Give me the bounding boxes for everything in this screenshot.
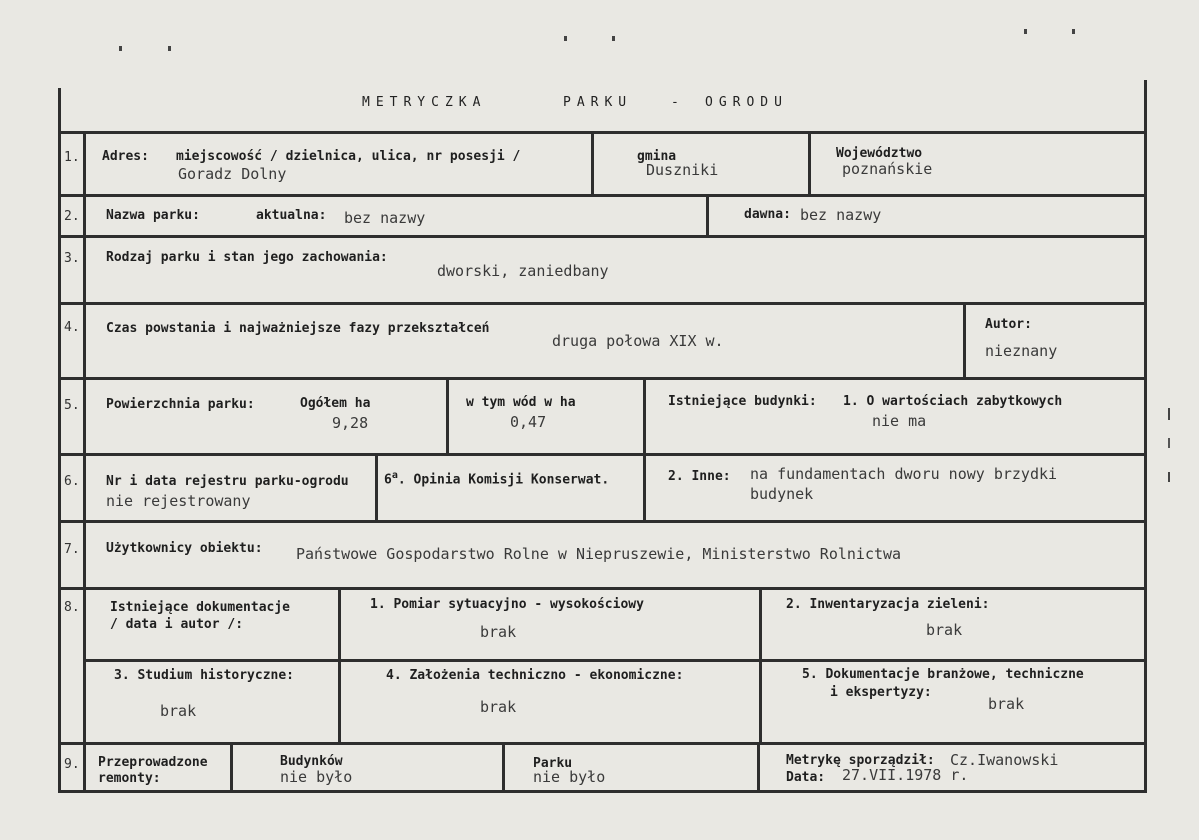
- row-number: 4.: [64, 320, 80, 335]
- current-name-value: bez nazwy: [344, 209, 426, 227]
- technical-assumptions-value: brak: [480, 698, 517, 716]
- staple-mark: [1072, 29, 1075, 34]
- opinion-text: . Opinia Komisji Konserwat.: [397, 472, 610, 488]
- address-value: Goradz Dolny: [178, 165, 287, 183]
- park-repairs-value: nie było: [533, 768, 606, 786]
- row-number: 9.: [64, 757, 80, 772]
- other-buildings-value-cont: budynek: [750, 485, 814, 503]
- row-number: 6.: [64, 474, 80, 489]
- users-value: Państwowe Gospodarstwo Rolne w Niepruszewie, Ministerstwo Rolnictwa: [296, 545, 902, 563]
- historical-study-value: brak: [160, 702, 197, 720]
- prepared-by-value: Cz.Iwanowski: [950, 751, 1059, 769]
- title-dash: -: [671, 95, 685, 110]
- author-value: nieznany: [985, 342, 1058, 360]
- industry-docs-label-cont: i ekspertyzy:: [830, 685, 932, 700]
- title-word: METRYCZKA: [362, 95, 487, 110]
- creation-time-label: Czas powstania i najważniejsze fazy przekształceń: [106, 321, 490, 336]
- voivodeship-label: Województwo: [836, 146, 923, 161]
- area-label: Powierzchnia parku:: [106, 397, 255, 412]
- industry-docs-value: brak: [988, 695, 1025, 713]
- staple-mark: [564, 36, 567, 41]
- voivodeship-value: poznańskie: [842, 160, 933, 178]
- park-repairs-label: Parku: [533, 756, 573, 771]
- date-label: Data:: [786, 770, 826, 785]
- row-number: 2.: [64, 209, 80, 224]
- building-repairs-value: nie było: [280, 768, 353, 786]
- margin-mark: [1168, 472, 1170, 482]
- date-value: 27.VII.1978 r.: [842, 766, 969, 784]
- park-type-label: Rodzaj parku i stan jego zachowania:: [106, 250, 388, 265]
- greenery-inventory-value: brak: [926, 621, 963, 639]
- documentation-label-cont: / data i autor /:: [110, 617, 244, 632]
- water-area-value: 0,47: [510, 413, 547, 431]
- greenery-inventory-label: 2. Inwentaryzacja zieleni:: [786, 597, 990, 612]
- survey-value: brak: [480, 623, 517, 641]
- row-number: 8.: [64, 600, 80, 615]
- margin-mark: [1168, 408, 1170, 420]
- park-name-label: Nazwa parku:: [106, 208, 200, 223]
- opinion-superscript: a: [391, 470, 398, 481]
- documentation-label: Istniejące dokumentacje: [110, 600, 291, 615]
- gmina-label: gmina: [637, 149, 677, 164]
- historic-buildings-value: nie ma: [872, 412, 927, 430]
- gmina-value: Duszniki: [646, 161, 719, 179]
- margin-mark: [1168, 438, 1170, 448]
- historical-study-label: 3. Studium historyczne:: [114, 668, 295, 683]
- register-label: Nr i data rejestru parku-ogrodu: [106, 474, 349, 489]
- address-label: Adres:: [102, 149, 149, 164]
- register-value: nie rejestrowany: [106, 492, 251, 510]
- users-label: Użytkownicy obiektu:: [106, 541, 263, 556]
- opinion-number: 6: [384, 472, 392, 488]
- building-repairs-label: Budynków: [280, 754, 343, 769]
- author-label: Autor:: [985, 317, 1032, 332]
- staple-mark: [119, 46, 122, 51]
- industry-docs-label: 5. Dokumentacje branżowe, techniczne: [802, 667, 1084, 682]
- total-area-label: Ogółem ha: [300, 396, 371, 411]
- historic-buildings-label: 1. O wartościach zabytkowych: [843, 394, 1063, 409]
- repairs-label: Przeprowadzone: [98, 755, 208, 770]
- prepared-by-label: Metrykę sporządził:: [786, 753, 935, 768]
- current-name-label: aktualna:: [256, 208, 327, 223]
- buildings-label: Istniejące budynki:: [668, 394, 817, 409]
- park-type-value: dworski, zaniedbany: [437, 262, 609, 280]
- row-number: 1.: [64, 150, 80, 165]
- technical-assumptions-label: 4. Założenia techniczno - ekonomiczne:: [386, 668, 684, 683]
- survey-label: 1. Pomiar sytuacyjno - wysokościowy: [370, 597, 644, 612]
- row-number: 5.: [64, 398, 80, 413]
- total-area-value: 9,28: [332, 414, 369, 432]
- row-number: 7.: [64, 542, 80, 557]
- former-name-value: bez nazwy: [800, 206, 882, 224]
- row-number: 3.: [64, 251, 80, 266]
- other-buildings-label: 2. Inne:: [668, 469, 731, 484]
- title-word: PARKU: [563, 95, 633, 110]
- staple-mark: [612, 36, 615, 41]
- other-buildings-value: na fundamentach dworu nowy brzydki: [750, 465, 1058, 483]
- title-word: OGRODU: [705, 95, 788, 110]
- address-sublabel: miejscowość / dzielnica, ulica, nr posesji /: [176, 149, 521, 164]
- staple-mark: [168, 46, 171, 51]
- repairs-label-cont: remonty:: [98, 771, 161, 786]
- staple-mark: [1024, 29, 1027, 34]
- former-name-label: dawna:: [744, 207, 791, 222]
- opinion-label: [384, 470, 609, 487]
- water-area-label: w tym wód w ha: [466, 395, 576, 410]
- creation-time-value: druga połowa XIX w.: [552, 332, 724, 350]
